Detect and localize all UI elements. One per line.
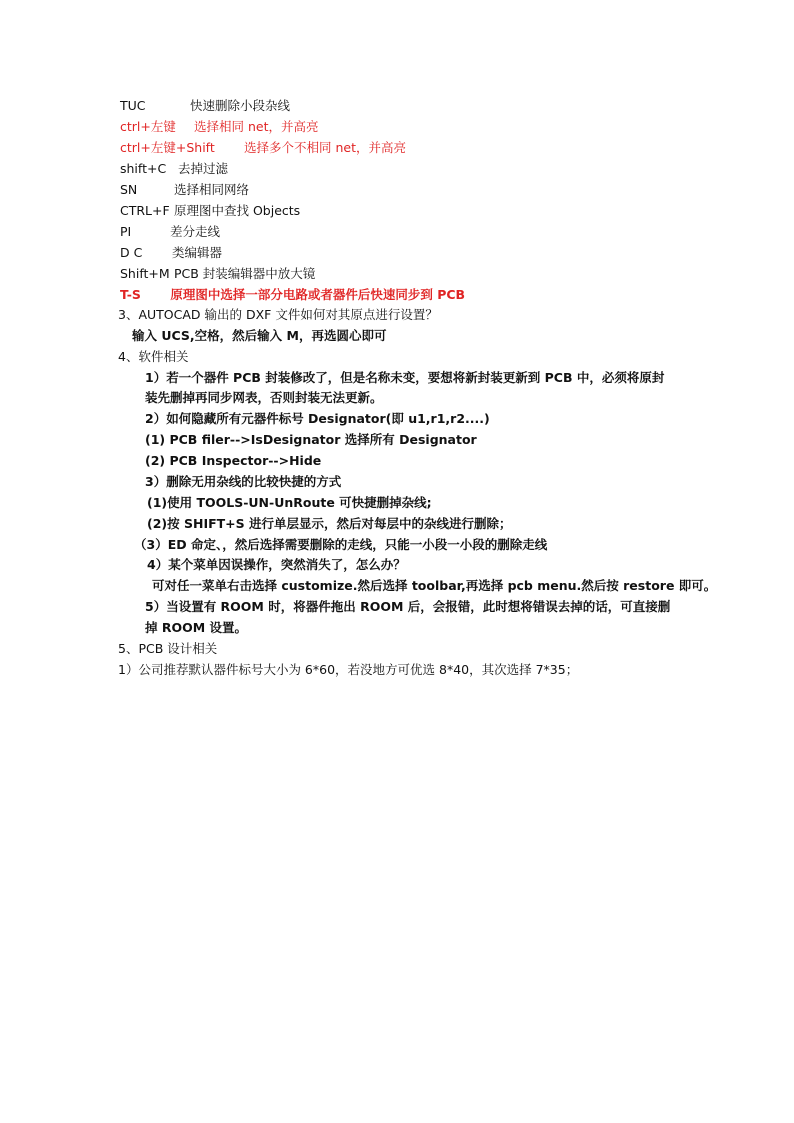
- shortcut-key: TUC: [120, 98, 146, 113]
- shortcut-key: Shift+M: [120, 266, 170, 281]
- shortcut-line-ctrl-f: [120, 202, 300, 220]
- shortcut-desc: PCB 封装编辑器中放大镜: [173, 266, 316, 281]
- shortcut-key: ctrl+左键: [120, 119, 176, 134]
- shortcut-desc: 选择多个不相同 net，并高亮: [243, 140, 406, 155]
- item-1-line-2: 装先删掉再同步网表，否则封装无法更新。: [145, 390, 383, 405]
- item-5-line-1: 5）当设置有 ROOM 时，将器件拖出 ROOM 后，会报错，此时想将错误去掉的话，可直接删: [145, 599, 671, 614]
- shortcut-key: PI: [120, 224, 132, 239]
- section-5-heading: 5、PCB 设计相关: [118, 641, 218, 656]
- shortcut-key: T-S: [120, 287, 141, 302]
- shortcut-desc: 快速删除小段杂线: [189, 98, 290, 113]
- item-2-step-1: (1) PCB filer-->IsDesignator 选择所有 Designator: [145, 432, 477, 447]
- item-3-step-1: (1)使用 TOOLS-UN-UnRoute 可快捷删掉杂线;: [147, 495, 432, 510]
- shortcut-line-ctrl-left-click-shift: [120, 139, 406, 157]
- shortcut-line-t-s: [120, 286, 465, 304]
- item-3-step-2: (2)按 SHIFT+S 进行单层显示，然后对每层中的杂线进行删除；: [147, 516, 512, 531]
- pcb-design-item-1: 1）公司推荐默认器件标号大小为 6*60，若没地方可优选 8*40，其次选择 7*35；: [118, 662, 579, 677]
- section-4-heading: 4、软件相关: [118, 349, 189, 364]
- item-2-heading: 2）如何隐藏所有元器件标号 Designator(即 u1,r1,r2....): [145, 411, 490, 426]
- shortcut-line-shift-c: [120, 160, 228, 178]
- shortcut-line-dc: [120, 244, 222, 262]
- shortcut-desc: 差分走线: [169, 224, 220, 239]
- item-3-heading: 3）删除无用杂线的比较快捷的方式: [145, 474, 342, 489]
- shortcut-line-pi: [120, 223, 220, 241]
- shortcut-desc: 原理图中选择一部分电路或者器件后快速同步到 PCB: [170, 287, 466, 302]
- shortcut-line-tuc: [120, 97, 290, 115]
- item-4-heading: 4）某个菜单因误操作，突然消失了，怎么办？: [147, 557, 406, 572]
- section-3-heading: 3、AUTOCAD 输出的 DXF 文件如何对其原点进行设置？: [118, 307, 438, 322]
- shortcut-key: shift+C: [120, 161, 167, 176]
- item-5-line-2: 掉 ROOM 设置。: [145, 620, 248, 635]
- shortcut-key: SN: [120, 182, 138, 197]
- shortcut-key: D C: [120, 245, 143, 260]
- shortcut-desc: 类编辑器: [171, 245, 222, 260]
- shortcut-desc: 选择相同网络: [173, 182, 249, 197]
- item-4-answer: 可对任一菜单右击选择 customize.然后选择 toolbar,再选择 pcb menu.然后按 restore 即可。: [152, 578, 717, 593]
- item-2-step-2: (2) PCB Inspector-->Hide: [145, 453, 322, 468]
- shortcut-line-shift-m: [120, 265, 315, 283]
- shortcut-line-ctrl-left-click: [120, 118, 318, 136]
- shortcut-line-sn: [120, 181, 249, 199]
- shortcut-key: CTRL+F: [120, 203, 170, 218]
- shortcut-desc: 去掉过滤: [177, 161, 228, 176]
- item-1-line-1: 1）若一个器件 PCB 封装修改了，但是名称未变，要想将新封装更新到 PCB 中，必须将原封: [145, 370, 665, 385]
- shortcut-key: ctrl+左键+Shift: [120, 140, 215, 155]
- shortcut-desc: 原理图中查找 Objects: [173, 203, 301, 218]
- autocad-answer: 输入 UCS,空格，然后输入 M，再选圆心即可: [132, 328, 387, 343]
- shortcut-desc: 选择相同 net，并高亮: [193, 119, 319, 134]
- item-3-step-3: （3）ED 命定、，然后选择需要删除的走线，只能一小段一小段的删除走线: [134, 537, 548, 552]
